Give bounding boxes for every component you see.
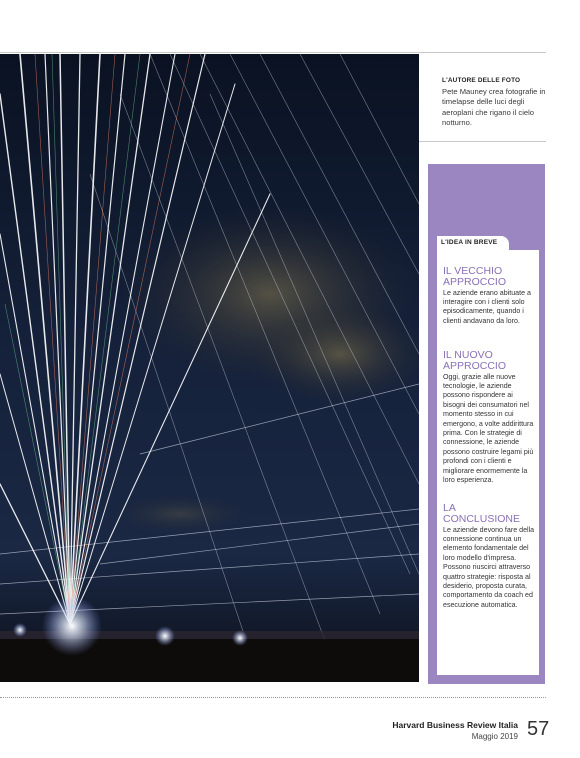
photo-credit-title: L'AUTORE DELLE FOTO bbox=[442, 77, 521, 84]
section-body: Le aziende erano abituate a interagire con i clienti solo episodicamente, quando i clienti andavano da loro. bbox=[443, 288, 531, 325]
credit-divider bbox=[419, 141, 546, 142]
night-sky-image bbox=[0, 54, 419, 682]
section-body: Oggi, grazie alle nuove tecnologie, le aziende possono rispondere ai bisogni dei consumatori nel momento stesso in cui emergono, a volte addirittura prima. Con le strategie di connessione, le aziende possono costruire legami più profondi con i clienti e migliorare enormemente la loro esperienza. bbox=[443, 372, 534, 485]
section-conclusion bbox=[443, 503, 535, 610]
publication-name: Harvard Business Review Italia bbox=[392, 720, 518, 730]
section-heading: LA CONCLUSIONE bbox=[443, 502, 521, 525]
section-old-approach bbox=[443, 266, 535, 326]
footer-rule bbox=[0, 697, 546, 698]
section-heading: IL VECCHIO APPROCCIO bbox=[443, 265, 507, 288]
sidebar-tag: L'IDEA IN BREVE bbox=[441, 239, 498, 246]
section-heading: IL NUOVO APPROCCIO bbox=[443, 349, 507, 372]
light-trails-photo bbox=[0, 54, 419, 682]
photo-credit-text: Pete Mauney crea fotografie in timelapse delle luci degli aeroplani che rigano il cielo notturno. bbox=[442, 87, 546, 127]
section-body: Le aziende devono fare della connessione continua un elemento fondamentale del loro modello d'impresa. Possono riuscirci attraverso quattro strategie: risposta al desiderio, proposta curata, comportamento da coach ed esecuzione automatica. bbox=[443, 525, 535, 609]
photo-credit bbox=[442, 76, 552, 128]
issue-date: Maggio 2019 bbox=[471, 732, 518, 741]
section-new-approach bbox=[443, 350, 535, 485]
page-number: 57 bbox=[527, 718, 550, 740]
top-rule bbox=[0, 52, 546, 53]
